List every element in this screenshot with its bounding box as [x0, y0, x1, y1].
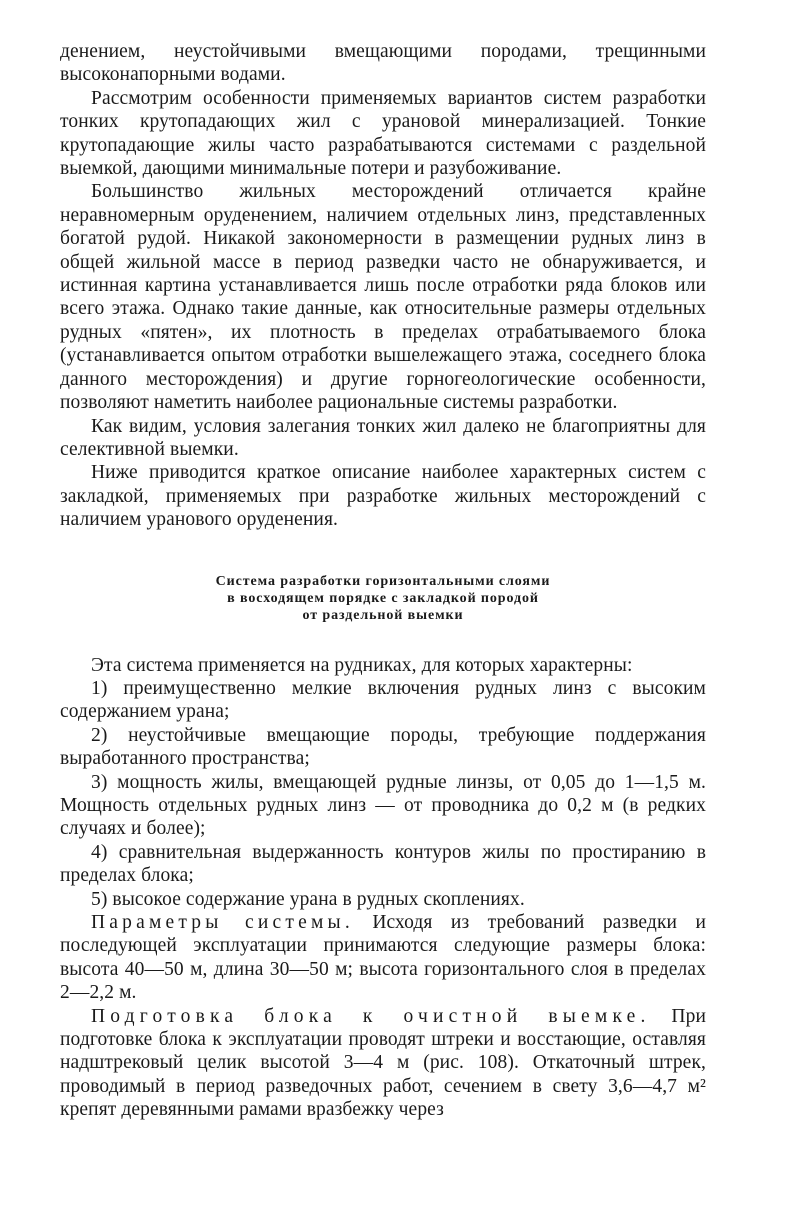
paragraph-system-variants: Рассмотрим особенности применяемых вариантов систем разработки тонких крутопадающих жил с урановой минерализацией. Тонкие крутопадающие жилы часто разрабатываются системами с раздельной выемкой, дающими минимальные потери и разубоживание. [60, 87, 706, 180]
list-item-3: 3) мощность жилы, вмещающей рудные линзы, от 0,05 до 1—1,5 м. Мощность отдельных рудных линз — от проводника до 0,2 м (в редких случаях и более); [60, 771, 706, 840]
paragraph-overview: Ниже приводится краткое описание наиболее характерных систем с закладкой, применяемых при разработке жильных месторождений с наличием уранового оруденения. [60, 462, 706, 531]
preparation-text: При подготовке блока к эксплуатации проводят штреки и восстающие, оставляя надштрековый целик высотой 3—4 м (рис. 108). Откаточный штрек, проводимый в период разведочных работ, сечением в свету 3,6—4,7 м² крепят деревянными рамами вразбежку через [60, 1005, 706, 1121]
section-heading-line-1: Система разработки горизонтальными слоями [215, 573, 551, 589]
paragraph-conditions: Как видим, условия залегания тонких жил далеко не благоприятны для селективной выемки. [60, 415, 706, 460]
paragraph-intro: Эта система применяется на рудниках, для которых характерны: [91, 654, 633, 676]
section-heading-line-3: от раздельной выемки [302, 607, 464, 623]
list-item-2: 2) неустойчивые вмещающие породы, требующие поддержания выработанного пространства; [60, 724, 706, 770]
list-item-4: 4) сравнительная выдержанность контуров жилы по простиранию в пределах блока; [60, 841, 706, 887]
parameters-label: Параметры системы. [91, 912, 354, 933]
list-item-5: 5) высокое содержание урана в рудных скоплениях. [91, 888, 525, 910]
parameters-text: Исходя из требований разведки и последующей эксплуатации принимаются следующие размеры блока: высота 40—50 м, длина 30—50 м; высота горизонтального слоя в пределах 2—2,2 м. [60, 912, 706, 1004]
preparation-label: Подготовка блока к очистной выемке. [91, 1005, 651, 1027]
section-heading [60, 573, 706, 624]
page-body [60, 40, 706, 1122]
paragraph-preparation [60, 1005, 706, 1122]
paragraph-deposits: Большинство жильных месторождений отличается крайне неравномерным оруденением, наличием отдельных линз, представленных богатой рудой. Никакой закономерности в размещении рудных линз в общей жильной массе в период разведки часто не обнаруживается, и истинная картина устанавливается лишь после отработки ряда блоков или всего этажа. Однако такие данные, как относительные размеры отдельных рудных «пятен», их плотность в пределах отрабатываемого блока (устанавливается опытом отработки вышележащего этажа, соседнего блока данного месторождения) и другие горногеологические особенности, позволяют наметить наиболее рациональные системы разработки. [60, 181, 706, 414]
paragraph-parameters [60, 911, 706, 1005]
section-heading-line-2: в восходящем порядке с закладкой породой [227, 590, 539, 606]
list-item-1: 1) преимущественно мелкие включения рудных линз с высоким содержанием урана; [60, 677, 706, 723]
paragraph-continued: денением, неустойчивыми вмещающими породами, трещинными высоконапорными водами. [60, 41, 706, 86]
